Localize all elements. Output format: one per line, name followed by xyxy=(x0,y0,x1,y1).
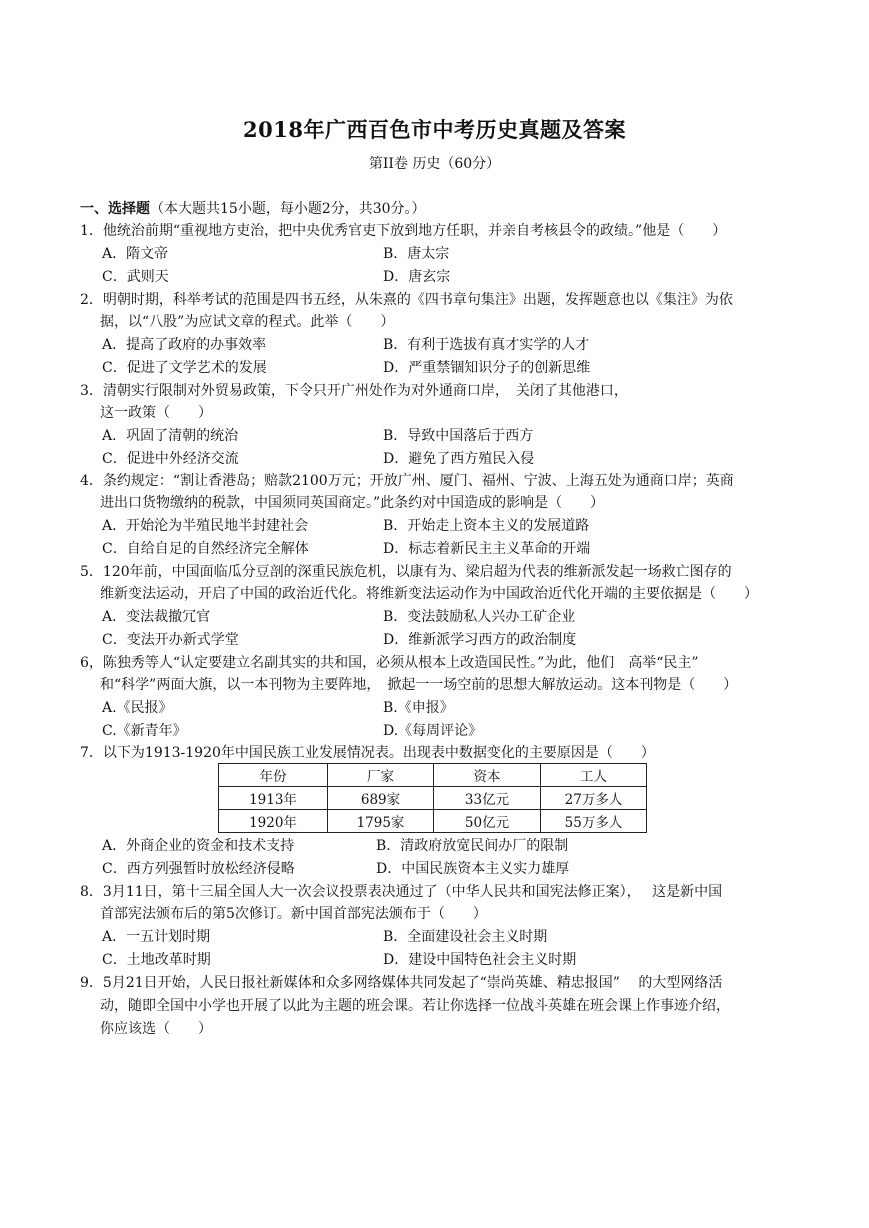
question-5-stem: 5．120年前，中国面临瓜分豆剖的深重民族危机，以康有为、梁启超为代表的维新派发起一场救亡图存的 xyxy=(80,564,732,580)
q8-option-b: B．全面建设社会主义时期 xyxy=(383,929,548,945)
table-header-cell: 工人 xyxy=(541,764,647,787)
question-2-stem: 2．明朝时期，科举考试的范围是四书五经，从朱熹的《四书章句集注》出题，发挥题意也以《集注》为依 xyxy=(80,292,733,308)
q4-option-a: A．开始沦为半殖民地半封建社会 xyxy=(102,518,309,534)
industry-table xyxy=(218,763,647,833)
q6-option-a: A.《民报》 xyxy=(102,700,173,716)
q3-option-a: A．巩固了清朝的统治 xyxy=(102,428,239,444)
table-cell: 1913年 xyxy=(219,787,328,810)
q7-option-b: B．清政府放宽民间办厂的限制 xyxy=(376,838,569,854)
question-1-stem: 1．他统治前期“重视地方吏治，把中央优秀官吏下放到地方任职，并亲自考核县令的政绩。”他是（ ） xyxy=(80,223,727,239)
q1-option-c: C．武则天 xyxy=(102,269,169,285)
q6-option-b: B.《申报》 xyxy=(383,700,454,716)
table-header-cell: 资本 xyxy=(434,764,541,787)
q7-option-c: C．西方列强暂时放松经济侵略 xyxy=(102,861,295,877)
q3-option-c: C．促进中外经济交流 xyxy=(102,451,239,467)
question-9-stem-cont-2: 你应该选（ ） xyxy=(100,1021,212,1037)
question-8-stem: 8．3月11日，第十三届全国人大一次会议投票表决通过了（中华人民共和国宪法修正案）， 这是新中国 xyxy=(80,884,723,900)
table-header-row xyxy=(219,764,647,787)
q4-option-c: C．自给自足的自然经济完全解体 xyxy=(102,541,309,557)
question-6-stem: 6，陈独秀等人“认定要建立名副其实的共和国，必须从根本上改造国民性。”为此，他们 高举“民主” xyxy=(80,655,699,671)
question-6-stem-cont: 和“科学”两面大旗，以一本刊物为主要阵地， 掀起一一场空前的思想大解放运动。这本刊物是（ ） xyxy=(100,677,738,693)
question-4-stem-cont: 进出口货物缴纳的税款，中国须同英国商定。”此条约对中国造成的影响是（ ） xyxy=(100,495,605,511)
q6-option-d: D.《每周评论》 xyxy=(383,723,483,739)
table-cell: 1920年 xyxy=(219,810,328,833)
q2-option-a: A．提高了政府的办事效率 xyxy=(102,337,267,353)
q2-option-c: C．促进了文学艺术的发展 xyxy=(102,360,267,376)
table-cell: 1795家 xyxy=(328,810,434,833)
table-cell: 33亿元 xyxy=(434,787,541,810)
table-row xyxy=(219,810,647,833)
question-2-stem-cont: 据，以“八股”为应试文章的程式。此举（ ） xyxy=(100,314,395,330)
q5-option-c: C．变法开办新式学堂 xyxy=(102,632,239,648)
question-8-stem-cont: 首部宪法颁布后的第5次修订。新中国首部宪法颁布于（ ） xyxy=(100,906,487,922)
q2-option-b: B．有利于选拔有真才实学的人才 xyxy=(383,337,590,353)
q7-option-a: A．外商企业的资金和技术支持 xyxy=(102,838,295,854)
question-3-stem: 3．清朝实行限制对外贸易政策，下令只开广州处作为对外通商口岸， 关闭了其他港口， xyxy=(80,383,628,399)
table-cell: 689家 xyxy=(328,787,434,810)
question-5-stem-cont: 维新变法运动，开启了中国的政治近代化。将维新变法运动作为中国政治近代化开端的主要依据是（ ） xyxy=(100,586,758,602)
q5-option-a: A．变法裁撤冗官 xyxy=(102,609,211,625)
question-4-stem: 4．条约规定：“割让香港岛；赔款2100万元；开放广州、厦门、福州、宁波、上海五处为通商口岸；英商 xyxy=(80,473,734,489)
q6-option-c: C.《新青年》 xyxy=(102,723,187,739)
table-cell: 55万多人 xyxy=(541,810,647,833)
question-3-stem-cont: 这一政策（ ） xyxy=(100,405,212,421)
section-title: 一、选择题 xyxy=(80,201,150,217)
q4-option-b: B．开始走上资本主义的发展道路 xyxy=(383,518,590,534)
table-header-cell: 厂家 xyxy=(328,764,434,787)
q7-option-d: D．中国民族资本主义实力雄厚 xyxy=(376,861,570,877)
question-7-stem: 7．以下为1913-1920年中国民族工业发展情况表。出现表中数据变化的主要原因是（ ） xyxy=(80,745,655,761)
question-9-stem-cont: 动，随即全国中小学也开展了以此为主题的班会课。若让你选择一位战斗英雄在班会课上作事迹介绍， xyxy=(100,998,730,1014)
q1-option-a: A．隋文帝 xyxy=(102,246,169,262)
section-heading xyxy=(80,198,792,220)
table-row xyxy=(219,787,647,810)
page-subtitle: 第II卷 历史（60分） xyxy=(368,156,501,172)
q1-option-d: D．唐玄宗 xyxy=(383,269,451,285)
table-cell: 50亿元 xyxy=(434,810,541,833)
q3-option-d: D．避免了西方殖民入侵 xyxy=(383,451,535,467)
q4-option-d: D．标志着新民主主义革命的开端 xyxy=(383,541,591,557)
q5-option-d: D．维新派学习西方的政治制度 xyxy=(383,632,577,648)
q5-option-b: B．变法鼓励私人兴办工矿企业 xyxy=(383,609,576,625)
section-note: （本大题共15小题，每小题2分，共30分。） xyxy=(150,201,426,217)
question-9-stem: 9．5月21日开始，人民日报社新媒体和众多网络媒体共同发起了“崇尚英雄、精忠报国” 的大型网络活 xyxy=(80,975,723,991)
page-title: 2018年广西百色市中考历史真题及答案 xyxy=(243,117,626,142)
q8-option-d: D．建设中国特色社会主义时期 xyxy=(383,952,577,968)
table-cell: 27万多人 xyxy=(541,787,647,810)
table-header-cell: 年份 xyxy=(219,764,328,787)
q8-option-a: A．一五计划时期 xyxy=(102,929,211,945)
q8-option-c: C．土地改革时期 xyxy=(102,952,211,968)
q3-option-b: B．导致中国落后于西方 xyxy=(383,428,534,444)
q2-option-d: D．严重禁锢知识分子的创新思维 xyxy=(383,360,591,376)
q1-option-b: B．唐太宗 xyxy=(383,246,450,262)
